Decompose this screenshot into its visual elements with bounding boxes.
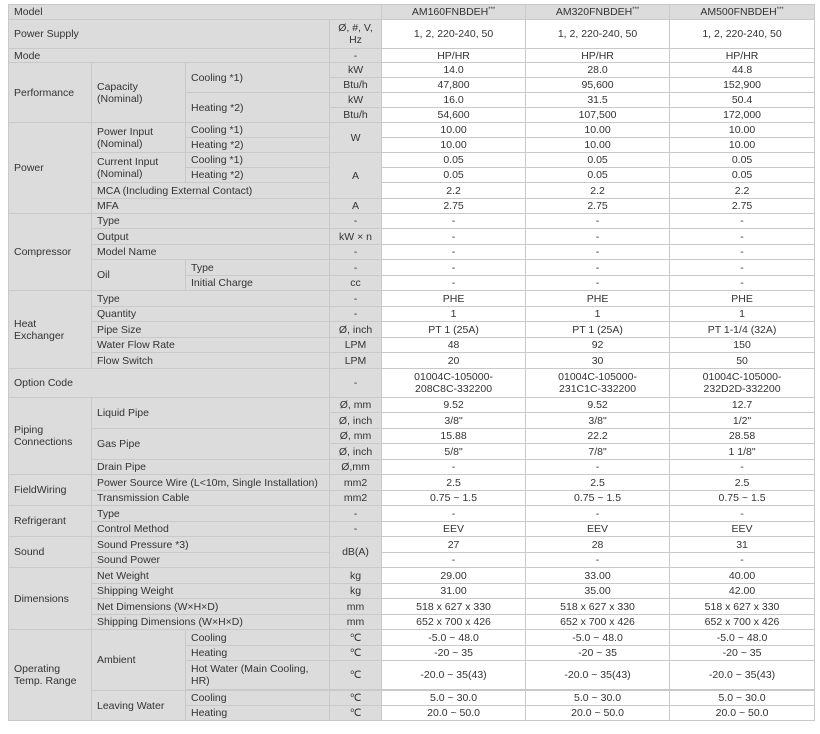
spec-label: Quantity bbox=[92, 307, 330, 322]
value-cell: PHE bbox=[526, 291, 670, 307]
value-cell: -20 ~ 35 bbox=[382, 646, 526, 661]
model-suffix: *** bbox=[776, 7, 784, 13]
spec-row bbox=[9, 260, 815, 276]
value-cell: 2.5 bbox=[526, 475, 670, 491]
value-cell: PT 1 (25A) bbox=[382, 322, 526, 338]
value-cell: 3/8" bbox=[382, 413, 526, 429]
value-cell: 2.2 bbox=[382, 183, 526, 199]
unit-cell: - bbox=[330, 506, 382, 522]
value-cell: 31.00 bbox=[382, 584, 526, 599]
section-label: Power bbox=[9, 123, 92, 214]
spec-label: Cooling *1) bbox=[186, 153, 330, 168]
value-cell: - bbox=[382, 214, 526, 229]
value-cell: 518 x 627 x 330 bbox=[670, 599, 815, 615]
spec-label: Cooling bbox=[186, 691, 330, 706]
value-cell: PHE bbox=[382, 291, 526, 307]
value-cell: 28 bbox=[526, 537, 670, 553]
spec-label: Ambient bbox=[92, 630, 186, 691]
value-cell: 95,600 bbox=[526, 78, 670, 93]
value-cell: - bbox=[382, 245, 526, 260]
section-label: Power Supply bbox=[9, 20, 330, 49]
spec-row bbox=[9, 429, 815, 444]
cell-line: Current Input bbox=[97, 155, 159, 168]
model-header-row bbox=[9, 5, 815, 20]
value-cell: HP/HR bbox=[670, 49, 815, 63]
spec-label: Type bbox=[186, 260, 330, 276]
value-cell: -5.0 ~ 48.0 bbox=[670, 630, 815, 646]
spec-row bbox=[9, 491, 815, 506]
value-cell: 518 x 627 x 330 bbox=[526, 599, 670, 615]
value-cell: 1, 2, 220-240, 50 bbox=[670, 20, 815, 49]
model-name: AM320FNBDEH bbox=[555, 6, 633, 18]
spec-row bbox=[9, 522, 815, 537]
spec-label: Control Method bbox=[92, 522, 330, 537]
cell-line: 231C1C-332200 bbox=[559, 383, 637, 395]
cell-line: 01004C-105000- bbox=[702, 371, 782, 383]
spec-row bbox=[9, 353, 815, 369]
unit-cell: LPM bbox=[330, 338, 382, 353]
spec-label: Flow Switch bbox=[92, 353, 330, 369]
value-cell: HP/HR bbox=[526, 49, 670, 63]
value-cell: - bbox=[526, 460, 670, 475]
value-cell: PT 1-1/4 (32A) bbox=[670, 322, 815, 338]
spec-label: Heating bbox=[186, 706, 330, 721]
cell-line: (Nominal) bbox=[97, 137, 143, 150]
value-cell: 0.05 bbox=[526, 153, 670, 168]
spec-label: Leaving Water bbox=[92, 691, 186, 721]
value-cell: 2.5 bbox=[670, 475, 815, 491]
value-cell: 10.00 bbox=[382, 123, 526, 138]
value-cell: EEV bbox=[382, 522, 526, 537]
spec-label: Initial Charge bbox=[186, 276, 330, 291]
unit-cell: Ø, inch bbox=[330, 322, 382, 338]
unit-cell: Ø, mm bbox=[330, 429, 382, 444]
value-cell: -20.0 ~ 35(43) bbox=[670, 661, 815, 690]
spec-table bbox=[8, 4, 815, 721]
cell-line: (Nominal) bbox=[97, 167, 143, 180]
value-cell: 10.00 bbox=[382, 138, 526, 153]
unit-cell: Ø, inch bbox=[330, 413, 382, 429]
section-label: FieldWiring bbox=[9, 475, 92, 506]
model-header-label: Model bbox=[9, 5, 382, 20]
value-cell: 5.0 ~ 30.0 bbox=[382, 691, 526, 706]
value-cell: 0.05 bbox=[670, 153, 815, 168]
section-label bbox=[9, 398, 92, 475]
cell-line: 01004C-105000- bbox=[558, 371, 637, 383]
unit-cell: ℃ bbox=[330, 630, 382, 646]
spec-label bbox=[92, 63, 186, 123]
value-cell: EEV bbox=[526, 522, 670, 537]
value-cell: 0.05 bbox=[670, 168, 815, 183]
spec-label: Oil bbox=[92, 260, 186, 291]
value-cell: 1 bbox=[382, 307, 526, 322]
value-cell: 28.0 bbox=[526, 63, 670, 78]
value-cell: 92 bbox=[526, 338, 670, 353]
spec-row bbox=[9, 199, 815, 214]
spec-label: Sound Pressure *3) bbox=[92, 537, 330, 553]
value-cell: 22.2 bbox=[526, 429, 670, 444]
spec-row bbox=[9, 398, 815, 413]
value-cell: 2.75 bbox=[526, 199, 670, 214]
value-cell: 1, 2, 220-240, 50 bbox=[526, 20, 670, 49]
value-cell: 48 bbox=[382, 338, 526, 353]
value-cell: 40.00 bbox=[670, 568, 815, 584]
value-cell: 1/2" bbox=[670, 413, 815, 429]
value-cell: -20.0 ~ 35(43) bbox=[526, 661, 670, 690]
unit-cell: Btu/h bbox=[330, 108, 382, 123]
value-cell: - bbox=[670, 276, 815, 291]
value-cell: -5.0 ~ 48.0 bbox=[526, 630, 670, 646]
value-cell: - bbox=[382, 460, 526, 475]
value-cell: EEV bbox=[670, 522, 815, 537]
spec-label: Output bbox=[92, 229, 330, 245]
spec-label bbox=[92, 153, 186, 183]
value-cell: - bbox=[670, 460, 815, 475]
spec-row bbox=[9, 475, 815, 491]
spec-label bbox=[92, 123, 186, 153]
spec-label: Water Flow Rate bbox=[92, 338, 330, 353]
value-cell: - bbox=[670, 506, 815, 522]
spec-label: Type bbox=[92, 214, 330, 229]
unit-cell: ℃ bbox=[330, 661, 382, 690]
spec-row bbox=[9, 630, 815, 646]
value-cell: 12.7 bbox=[670, 398, 815, 413]
unit-cell: Ø, inch bbox=[330, 444, 382, 460]
value-cell: 0.75 ~ 1.5 bbox=[670, 491, 815, 506]
spec-row bbox=[9, 691, 815, 706]
spec-label: Type bbox=[92, 291, 330, 307]
spec-row bbox=[9, 307, 815, 322]
value-cell: 0.75 ~ 1.5 bbox=[526, 491, 670, 506]
spec-row bbox=[9, 20, 815, 49]
spec-row bbox=[9, 214, 815, 229]
value-cell: - bbox=[670, 214, 815, 229]
spec-row bbox=[9, 63, 815, 78]
section-label: Performance bbox=[9, 63, 92, 123]
spec-label: Gas Pipe bbox=[92, 429, 330, 460]
section-label: Dimensions bbox=[9, 568, 92, 630]
unit-cell: kW bbox=[330, 63, 382, 78]
cell-line: Heat bbox=[14, 317, 37, 330]
spec-row bbox=[9, 153, 815, 168]
model-suffix: *** bbox=[632, 7, 640, 13]
value-cell: 1 bbox=[526, 307, 670, 322]
section-label bbox=[9, 630, 92, 721]
spec-label: Liquid Pipe bbox=[92, 398, 330, 429]
spec-row bbox=[9, 183, 815, 199]
value-cell: 3/8" bbox=[526, 413, 670, 429]
value-cell: 2.5 bbox=[382, 475, 526, 491]
value-cell: HP/HR bbox=[382, 49, 526, 63]
spec-row bbox=[9, 460, 815, 475]
model-name: AM500FNBDEH bbox=[700, 6, 777, 18]
spec-row bbox=[9, 506, 815, 522]
value-cell: 172,000 bbox=[670, 108, 815, 123]
spec-label: Pipe Size bbox=[92, 322, 330, 338]
cell-line: 208C8C-332200 bbox=[415, 383, 493, 395]
spec-label: Drain Pipe bbox=[92, 460, 330, 475]
value-cell: -20 ~ 35 bbox=[670, 646, 815, 661]
value-cell: 1, 2, 220-240, 50 bbox=[382, 20, 526, 49]
value-cell: - bbox=[526, 553, 670, 568]
spec-row bbox=[9, 553, 815, 568]
value-cell: 31.5 bbox=[526, 93, 670, 108]
value-cell: 20.0 ~ 50.0 bbox=[382, 706, 526, 721]
unit-cell: - bbox=[330, 49, 382, 63]
spec-row bbox=[9, 322, 815, 338]
section-label: Compressor bbox=[9, 214, 92, 291]
spec-label: MCA (Including External Contact) bbox=[92, 183, 330, 199]
value-cell: 44.8 bbox=[670, 63, 815, 78]
cell-line: 01004C-105000- bbox=[414, 371, 493, 383]
unit-cell: mm2 bbox=[330, 491, 382, 506]
value-cell: 1 bbox=[670, 307, 815, 322]
value-cell: 652 x 700 x 426 bbox=[526, 615, 670, 630]
spec-row bbox=[9, 599, 815, 615]
value-cell: 652 x 700 x 426 bbox=[670, 615, 815, 630]
cell-line: Capacity bbox=[97, 80, 138, 93]
value-cell: 107,500 bbox=[526, 108, 670, 123]
value-cell: PHE bbox=[670, 291, 815, 307]
value-cell bbox=[382, 369, 526, 398]
model-name-cell bbox=[382, 5, 526, 20]
value-cell: 2.75 bbox=[670, 199, 815, 214]
spec-row bbox=[9, 338, 815, 353]
spec-row bbox=[9, 369, 815, 398]
spec-row bbox=[9, 584, 815, 599]
value-cell: - bbox=[526, 229, 670, 245]
spec-row bbox=[9, 123, 815, 138]
spec-label: Net Weight bbox=[92, 568, 330, 584]
unit-cell: - bbox=[330, 291, 382, 307]
unit-cell: - bbox=[330, 214, 382, 229]
value-cell: - bbox=[526, 245, 670, 260]
unit-cell: cc bbox=[330, 276, 382, 291]
value-cell: 50 bbox=[670, 353, 815, 369]
value-cell: 5/8" bbox=[382, 444, 526, 460]
value-cell: 5.0 ~ 30.0 bbox=[526, 691, 670, 706]
value-cell: - bbox=[526, 214, 670, 229]
section-label bbox=[9, 291, 92, 369]
section-label: Mode bbox=[9, 49, 330, 63]
unit-cell: kg bbox=[330, 568, 382, 584]
value-cell: 47,800 bbox=[382, 78, 526, 93]
unit-cell: A bbox=[330, 199, 382, 214]
unit-cell: - bbox=[330, 307, 382, 322]
unit-cell: A bbox=[330, 153, 382, 199]
unit-cell: Ø,mm bbox=[330, 460, 382, 475]
value-cell: 30 bbox=[526, 353, 670, 369]
value-cell: 35.00 bbox=[526, 584, 670, 599]
value-cell: 2.2 bbox=[526, 183, 670, 199]
value-cell: 10.00 bbox=[526, 123, 670, 138]
value-cell: 150 bbox=[670, 338, 815, 353]
unit-cell: mm bbox=[330, 599, 382, 615]
value-cell: - bbox=[670, 260, 815, 276]
spec-row bbox=[9, 229, 815, 245]
cell-line: Operating bbox=[14, 663, 61, 675]
model-name-cell bbox=[526, 5, 670, 20]
value-cell: 10.00 bbox=[670, 138, 815, 153]
section-label: Sound bbox=[9, 537, 92, 568]
value-cell: 27 bbox=[382, 537, 526, 553]
spec-label: Cooling bbox=[186, 630, 330, 646]
spec-label: Model Name bbox=[92, 245, 330, 260]
cell-line: Piping bbox=[14, 424, 44, 436]
value-cell: 33.00 bbox=[526, 568, 670, 584]
spec-label: Type bbox=[92, 506, 330, 522]
unit-cell: W bbox=[330, 123, 382, 153]
value-cell: - bbox=[382, 260, 526, 276]
spec-label: Shipping Weight bbox=[92, 584, 330, 599]
unit-cell: - bbox=[330, 245, 382, 260]
value-cell: 0.05 bbox=[382, 153, 526, 168]
spec-label: Sound Power bbox=[92, 553, 330, 568]
spec-label: Heating *2) bbox=[186, 168, 330, 183]
unit-cell: ℃ bbox=[330, 646, 382, 661]
value-cell: - bbox=[670, 229, 815, 245]
value-cell: 16.0 bbox=[382, 93, 526, 108]
spec-label: MFA bbox=[92, 199, 330, 214]
value-cell: 5.0 ~ 30.0 bbox=[670, 691, 815, 706]
spec-label: Transmission Cable bbox=[92, 491, 330, 506]
value-cell: - bbox=[670, 553, 815, 568]
spec-label: Heating bbox=[186, 646, 330, 661]
unit-cell: mm bbox=[330, 615, 382, 630]
value-cell: 29.00 bbox=[382, 568, 526, 584]
value-cell: 9.52 bbox=[382, 398, 526, 413]
value-cell: 7/8" bbox=[526, 444, 670, 460]
unit-cell: - bbox=[330, 369, 382, 398]
spec-body bbox=[9, 5, 815, 721]
value-cell: - bbox=[526, 276, 670, 291]
spec-label: Shipping Dimensions (W×H×D) bbox=[92, 615, 330, 630]
cell-line: Temp. Range bbox=[14, 675, 77, 687]
value-cell: - bbox=[382, 506, 526, 522]
value-cell: 31 bbox=[670, 537, 815, 553]
unit-cell: mm2 bbox=[330, 475, 382, 491]
value-cell: - bbox=[670, 245, 815, 260]
spec-row bbox=[9, 245, 815, 260]
value-cell: 42.00 bbox=[670, 584, 815, 599]
unit-cell: - bbox=[330, 522, 382, 537]
value-cell: 20 bbox=[382, 353, 526, 369]
value-cell: 10.00 bbox=[670, 123, 815, 138]
unit-cell: ℃ bbox=[330, 691, 382, 706]
value-cell bbox=[670, 369, 815, 398]
value-cell: 20.0 ~ 50.0 bbox=[526, 706, 670, 721]
spec-label: Cooling *1) bbox=[186, 123, 330, 138]
spec-row bbox=[9, 49, 815, 63]
unit-cell: kg bbox=[330, 584, 382, 599]
spec-row bbox=[9, 291, 815, 307]
unit-cell: Btu/h bbox=[330, 78, 382, 93]
value-cell bbox=[526, 369, 670, 398]
unit-cell: Ø, mm bbox=[330, 398, 382, 413]
spec-label: Net Dimensions (W×H×D) bbox=[92, 599, 330, 615]
spec-row bbox=[9, 537, 815, 553]
section-label: Refrigerant bbox=[9, 506, 92, 537]
value-cell: PT 1 (25A) bbox=[526, 322, 670, 338]
unit-cell: - bbox=[330, 260, 382, 276]
cell-line: (Nominal) bbox=[97, 92, 143, 105]
cell-line: 232D2D-332200 bbox=[703, 383, 781, 395]
spec-label: Hot Water (Main Cooling, HR) bbox=[186, 661, 330, 690]
value-cell: 652 x 700 x 426 bbox=[382, 615, 526, 630]
unit-cell: kW × n bbox=[330, 229, 382, 245]
value-cell: 2.2 bbox=[670, 183, 815, 199]
value-cell: - bbox=[382, 229, 526, 245]
value-cell: 10.00 bbox=[526, 138, 670, 153]
spec-label: Cooling *1) bbox=[186, 63, 330, 93]
spec-label: Power Source Wire (L<10m, Single Installation) bbox=[92, 475, 330, 491]
value-cell: 15.88 bbox=[382, 429, 526, 444]
value-cell: 0.75 ~ 1.5 bbox=[382, 491, 526, 506]
model-suffix: *** bbox=[488, 7, 496, 13]
value-cell: - bbox=[526, 260, 670, 276]
value-cell: 0.05 bbox=[382, 168, 526, 183]
value-cell: -20.0 ~ 35(43) bbox=[382, 661, 526, 690]
cell-line: Power Input bbox=[97, 125, 154, 138]
value-cell: 14.0 bbox=[382, 63, 526, 78]
value-cell: -5.0 ~ 48.0 bbox=[382, 630, 526, 646]
unit-cell: LPM bbox=[330, 353, 382, 369]
value-cell: 28.58 bbox=[670, 429, 815, 444]
unit-cell: dB(A) bbox=[330, 537, 382, 568]
model-name-cell bbox=[670, 5, 815, 20]
value-cell: 20.0 ~ 50.0 bbox=[670, 706, 815, 721]
cell-line: Connections bbox=[14, 436, 73, 448]
value-cell: 50.4 bbox=[670, 93, 815, 108]
spec-label: Heating *2) bbox=[186, 138, 330, 153]
value-cell: - bbox=[382, 553, 526, 568]
value-cell: 518 x 627 x 330 bbox=[382, 599, 526, 615]
value-cell: - bbox=[382, 276, 526, 291]
value-cell: 9.52 bbox=[526, 398, 670, 413]
unit-cell: ℃ bbox=[330, 706, 382, 721]
value-cell: 0.05 bbox=[526, 168, 670, 183]
value-cell: 152,900 bbox=[670, 78, 815, 93]
value-cell: -20 ~ 35 bbox=[526, 646, 670, 661]
spec-label: Heating *2) bbox=[186, 93, 330, 123]
section-label: Option Code bbox=[9, 369, 330, 398]
unit-cell: Ø, #, V, Hz bbox=[330, 20, 382, 49]
spec-row bbox=[9, 568, 815, 584]
model-name: AM160FNBDEH bbox=[411, 6, 489, 18]
value-cell: - bbox=[526, 506, 670, 522]
cell-line: Exchanger bbox=[14, 329, 65, 342]
value-cell: 54,600 bbox=[382, 108, 526, 123]
value-cell: 1 1/8" bbox=[670, 444, 815, 460]
unit-cell: kW bbox=[330, 93, 382, 108]
spec-row bbox=[9, 615, 815, 630]
value-cell: 2.75 bbox=[382, 199, 526, 214]
